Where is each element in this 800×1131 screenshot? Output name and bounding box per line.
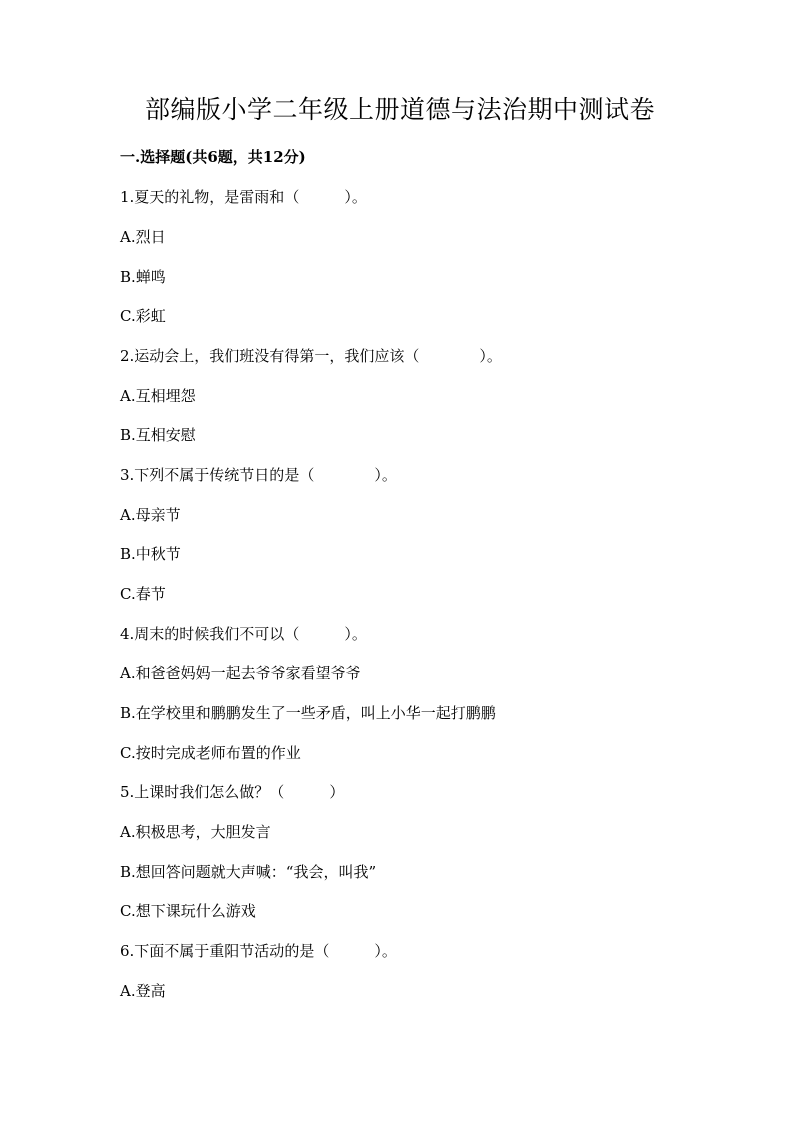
question-4-option-b: B.在学校里和鹏鹏发生了一些矛盾，叫上小华一起打鹏鹏 bbox=[120, 704, 496, 722]
document-title: 部编版小学二年级上册道德与法治期中测试卷 bbox=[144, 95, 655, 124]
question-4-stem: 4.周末的时候我们不可以（ ）。 bbox=[120, 625, 367, 643]
question-5-option-c: C.想下课玩什么游戏 bbox=[120, 902, 256, 920]
question-4-option-c: C.按时完成老师布置的作业 bbox=[120, 744, 301, 762]
section-heading: 一.选择题(共6题，共12分) bbox=[120, 148, 306, 166]
question-5-option-b: B.想回答问题就大声喊：“我会，叫我” bbox=[120, 863, 377, 881]
question-1-option-c: C.彩虹 bbox=[120, 307, 166, 325]
question-1-option-b: B.蝉鸣 bbox=[120, 268, 166, 286]
question-2-option-b: B.互相安慰 bbox=[120, 426, 196, 444]
question-3-option-a: A.母亲节 bbox=[120, 506, 181, 524]
question-5-option-a: A.积极思考，大胆发言 bbox=[120, 823, 271, 841]
question-2-option-a: A.互相埋怨 bbox=[120, 387, 196, 405]
question-1-option-a: A.烈日 bbox=[120, 228, 166, 246]
question-6-stem: 6.下面不属于重阳节活动的是（ ）。 bbox=[120, 942, 397, 960]
question-4-option-a: A.和爸爸妈妈一起去爷爷家看望爷爷 bbox=[120, 664, 361, 682]
question-6-option-a: A.登高 bbox=[120, 982, 166, 1000]
question-1-stem: 1.夏天的礼物，是雷雨和（ ）。 bbox=[120, 188, 367, 206]
question-2-stem: 2.运动会上，我们班没有得第一，我们应该（ ）。 bbox=[120, 347, 502, 365]
question-3-option-c: C.春节 bbox=[120, 585, 166, 603]
question-5-stem: 5.上课时我们怎么做？（ ） bbox=[120, 783, 345, 801]
question-3-stem: 3.下列不属于传统节日的是（ ）。 bbox=[120, 466, 397, 484]
question-3-option-b: B.中秋节 bbox=[120, 545, 181, 563]
